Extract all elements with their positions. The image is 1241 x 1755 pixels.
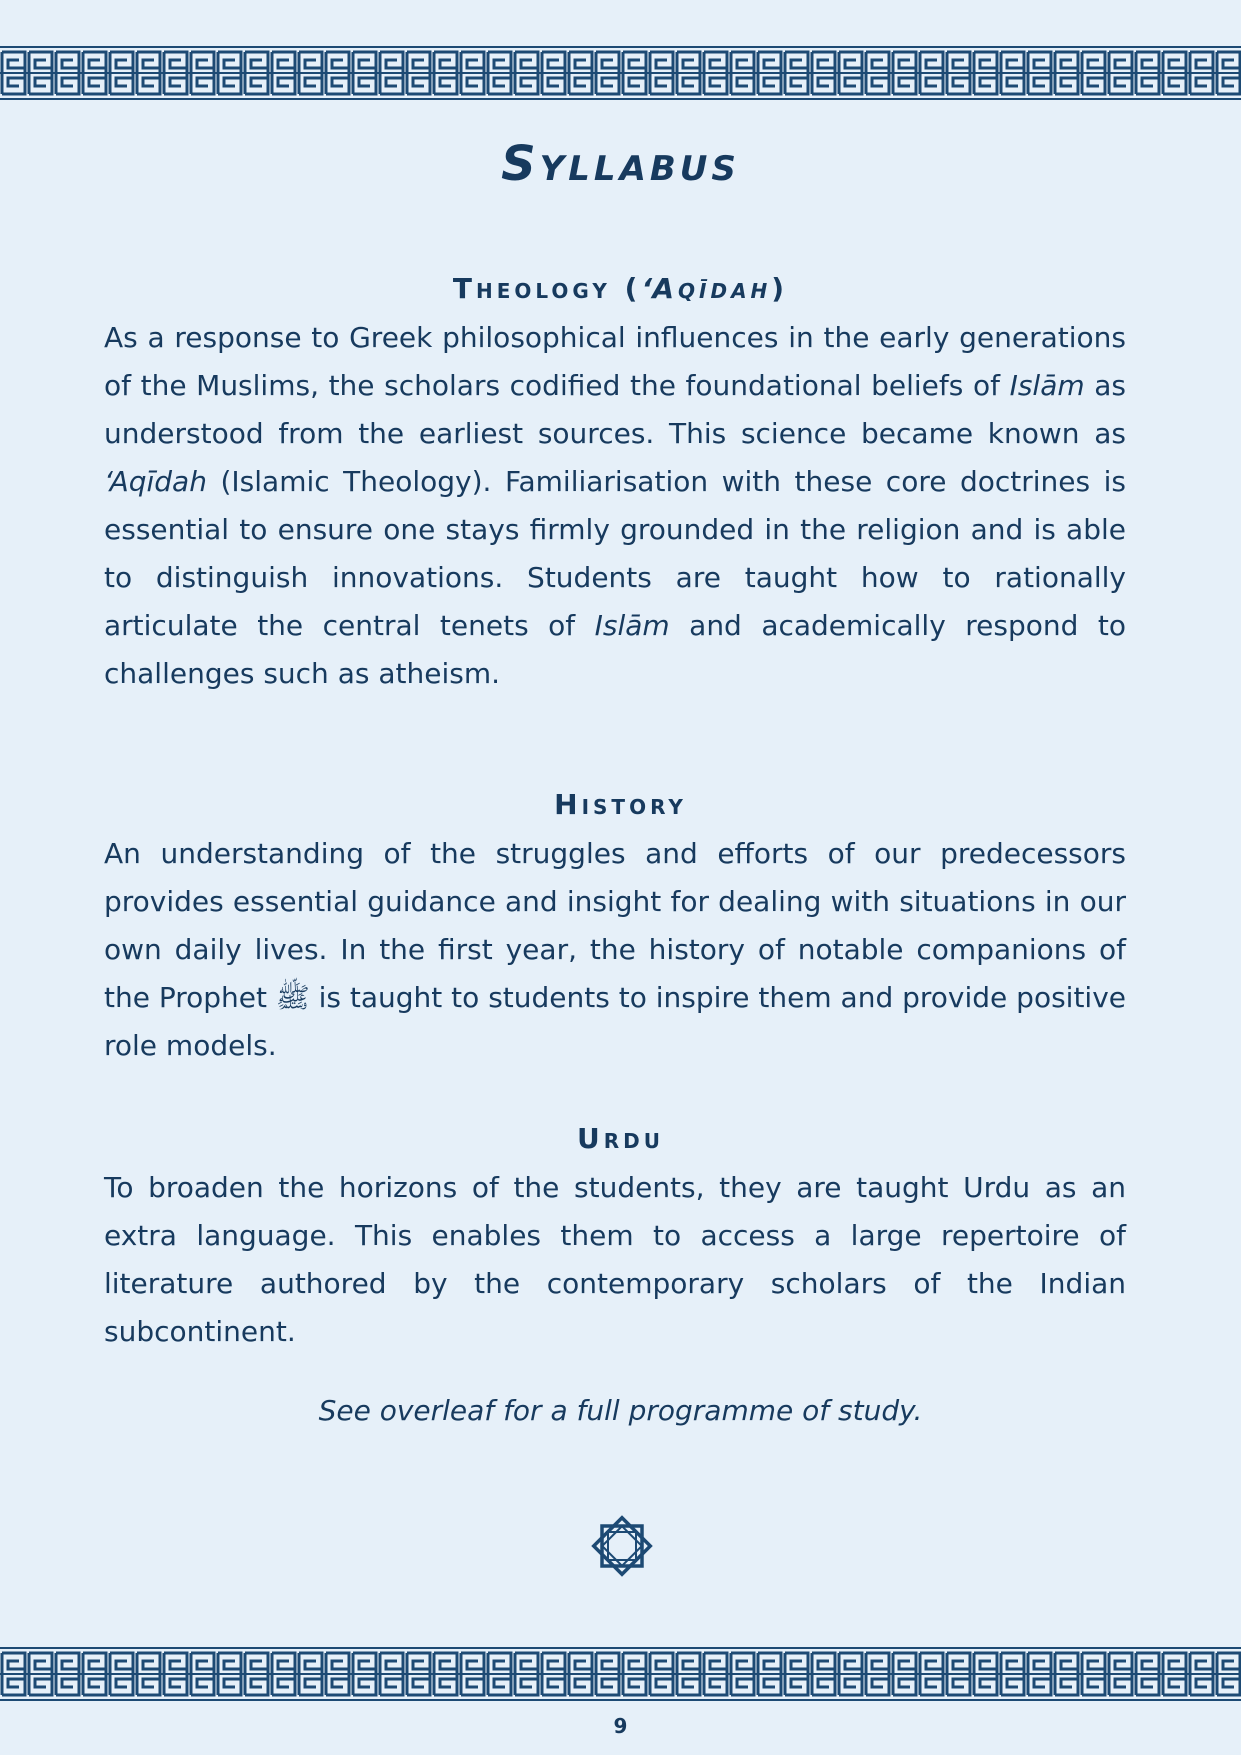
paragraph-urdu: To broaden the horizons of the students, they are taught Urdu as an extra language. This enables them to access a large repertoire of literature authored by the contemporary scholars of the Indian subcontinent. [104, 1171, 1126, 1348]
section-heading-theology [0, 272, 1241, 305]
section-heading-urdu: Urdu [577, 1122, 664, 1155]
heading-theology-prefix: Theology ( [452, 272, 642, 305]
paragraph-theology [104, 314, 1126, 698]
theology-text-1: As a response to Greek philosophical influences in the early generations of the Muslims, the scholars codified the foundational beliefs of [104, 321, 1126, 402]
heading-theology-italic: ‘Aqīdah [641, 272, 772, 305]
overleaf-note: See overleaf for a full programme of study. [318, 1394, 923, 1427]
theology-term-aqidah: ‘Aqīdah [104, 465, 207, 498]
theology-term-islam-2: Islām [594, 609, 670, 642]
page-number: 9 [613, 1714, 628, 1738]
page-title: Syllabus [501, 136, 740, 192]
heading-theology-suffix: ) [771, 272, 789, 305]
section-heading-history: History [554, 788, 687, 821]
top-knotwork-border [0, 46, 1241, 100]
eight-point-star-icon [588, 1512, 656, 1580]
theology-text-2: as understood from the earliest sources. This science became known as [104, 369, 1126, 450]
bottom-knotwork-border [0, 1647, 1241, 1701]
theology-text-3: (Islamic Theology). Familiarisation with these core doctrines is essential to ensure one stays firmly grounded in the religion and is able to distinguish innovations. Students are taught how to rationally articulate the central tenets of [104, 465, 1126, 642]
theology-term-islam-1: Islām [1009, 369, 1085, 402]
paragraph-history: An understanding of the struggles and efforts of our predecessors provides essential guidance and insight for dealing with situations in our own daily lives. In the first year, the history of notable companions of the Prophet ﷺ is taught to students to inspire them and provide positive role models. [104, 837, 1126, 1062]
theology-text-4: and academically respond to challenges such as atheism. [104, 609, 1126, 690]
